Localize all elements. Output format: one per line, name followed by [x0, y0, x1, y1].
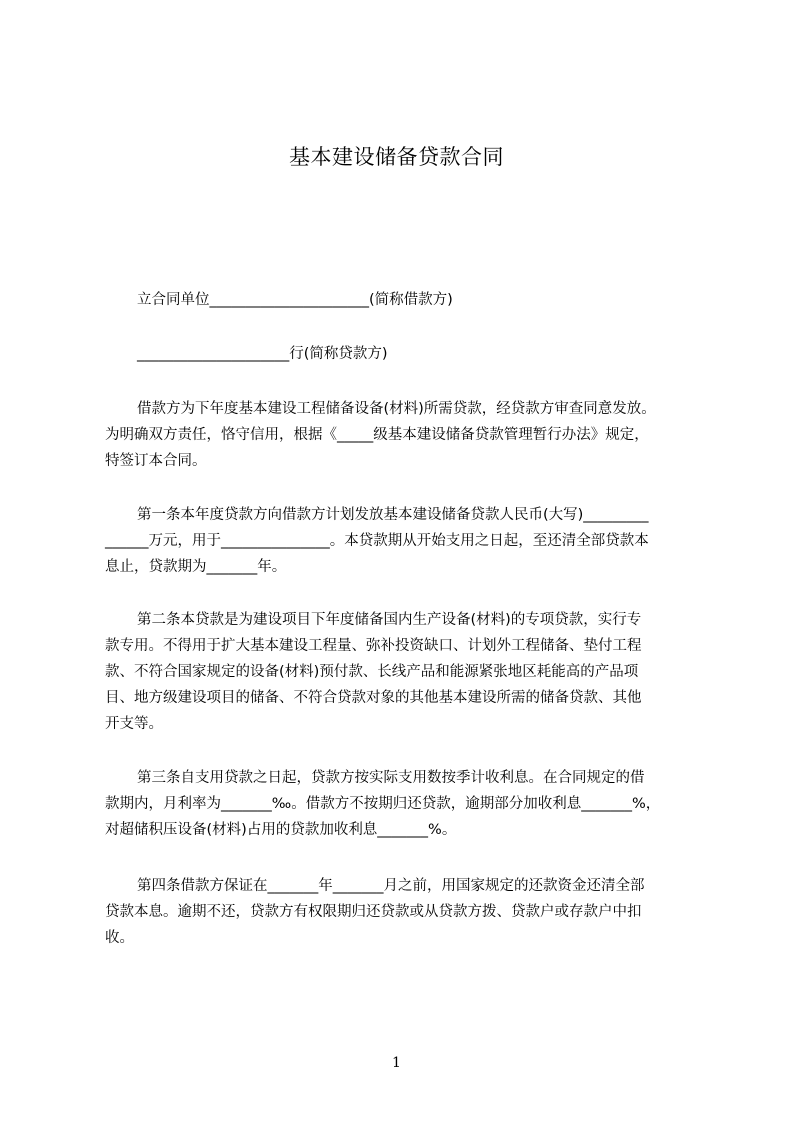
article-1-line: ______万元，用于_______________。本贷款期从开始支用之日起，至还清全部贷款本 [105, 533, 649, 549]
article-2-line: 款、不符合国家规定的设备(材料)预付款、长线产品和能源紧张地区耗能高的产品项 [105, 664, 639, 680]
article-4-line: 第四条借款方保证在_______年_______月之前，用国家规定的还款资金还清全部 [137, 878, 645, 894]
lender-party-line [105, 341, 703, 367]
preamble-paragraph [105, 396, 703, 474]
article-4-line: 贷款本息。逾期不还，贷款方有权限期归还贷款或从贷款方拨、贷款户或存款户中扣 [105, 904, 642, 920]
article-2-line: 款专用。不得用于扩大基本建设工程量、弥补投资缺口、计划外工程储备、垫付工程 [105, 638, 642, 654]
lender-party-text: _____________________行(简称贷款方) [137, 346, 388, 362]
document-title: 基本建设储备贷款合同 [289, 145, 504, 169]
article-2-line: 第二条本贷款是为建设项目下年度储备国内生产设备(材料)的专项贷款，实行专 [137, 612, 642, 628]
article-3-line: 第三条自支用贷款之日起，贷款方按实际支用数按季计收利息。在合同规定的借 [137, 770, 645, 786]
article-1-paragraph [105, 502, 703, 580]
borrower-party-text: 立合同单位______________________(简称借款方) [137, 292, 453, 308]
article-1-line: 第一条本年度贷款方向借款方计划发放基本建设储备贷款人民币(大写)_________ [137, 507, 649, 523]
article-2-line: 开支等。 [105, 716, 163, 732]
article-3-line: 款期内，月利率为_______‰。借款方不按期归还贷款，逾期部分加收利息_______%， [105, 796, 661, 812]
page-number: 1 [392, 1055, 401, 1071]
article-2-paragraph [105, 607, 703, 737]
preamble-line: 特签订本合同。 [105, 453, 207, 469]
preamble-line: 借款方为下年度基本建设工程储备设备(材料)所需贷款，经贷款方审查同意发放。 [137, 401, 656, 417]
article-1-line: 息止，贷款期为_______年。 [105, 559, 287, 575]
article-4-paragraph [105, 873, 703, 951]
borrower-party-line [105, 287, 703, 313]
article-2-line: 目、地方级建设项目的储备、不符合贷款对象的其他基本建设所需的储备贷款、其他 [105, 690, 642, 706]
article-3-paragraph [105, 765, 703, 843]
article-3-line: 对超储积压设备(材料)占用的贷款加收利息_______%。 [105, 822, 457, 838]
preamble-line: 为明确双方责任，恪守信用，根据《_____级基本建设储备贷款管理暂行办法》规定， [105, 427, 649, 443]
article-4-line: 收。 [105, 930, 134, 946]
